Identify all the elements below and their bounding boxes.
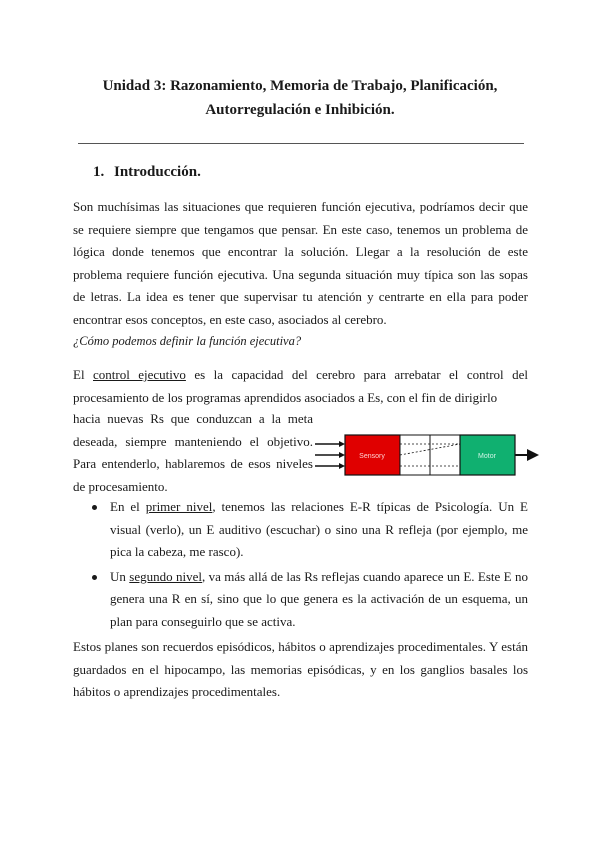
bullet-dot xyxy=(92,575,97,580)
title-line-1: Unidad 3: Razonamiento, Memoria de Trabajo, Planificación, xyxy=(102,78,498,94)
title-line-2: Autorregulación e Inhibición. xyxy=(205,102,395,118)
bullet-dot xyxy=(92,505,97,510)
bullet-1-post: , tenemos las relaciones E-R típicas de Psicología. Un E visual (verlo), un E auditivo (escuchar) o sino una R refleja (por ejemplo, me pica la cabeza, me rasco). xyxy=(110,499,528,559)
bullet-segundo-nivel xyxy=(90,566,528,634)
document-title xyxy=(72,74,528,122)
bullet-2-pre: Un xyxy=(110,568,130,584)
sensory-label: Sensory xyxy=(359,453,385,460)
middle-box-1 xyxy=(400,435,430,475)
paragraph-planes: Estos planes son recuerdos episódicos, hábitos o aprendizajes procedimentales. Y están guardados en el hipocampo, las memorias episódicas, y en los ganglios basales los hábitos o aprendizajes procedimentales. xyxy=(73,639,528,699)
section-title: Introducción. xyxy=(114,164,201,180)
question-line: ¿Cómo podemos definir la función ejecutiva? xyxy=(73,334,302,348)
p2-rest: es la capacidad del cerebro para arrebatar el control del procesamiento de los programas aprendidos asociados a Es, con el fin de dirigirlo xyxy=(73,367,528,405)
motor-label: Motor xyxy=(478,453,496,460)
bullet-primer-nivel xyxy=(90,496,528,564)
sensory-motor-diagram xyxy=(315,430,540,480)
section-heading xyxy=(93,164,201,181)
middle-box-2 xyxy=(430,435,460,475)
section-number: 1. xyxy=(93,164,105,180)
paragraph-intro: Son muchísimas las situaciones que requieren función ejecutiva, podríamos decir que se requiere siempre que tengamos que pensar. En este caso, tenemos un problema de lógica donde tenemos que encontrar la solución. Llegar a la resolución de este problema requiere función ejecutiva. Una segunda situación muy típica son las sopas de letras. La idea es tener que supervisar tu atención y centrarte en ella para poder encontrar esos conceptos, en este caso, asociados al cerebro. xyxy=(73,199,528,327)
output-arrow xyxy=(515,449,539,461)
input-arrows xyxy=(315,441,345,469)
bullet-list xyxy=(90,496,528,635)
title-divider xyxy=(78,143,524,144)
term-control-ejecutivo: control ejecutivo xyxy=(93,367,186,382)
paragraph-control-ejecutivo xyxy=(73,364,528,409)
bullet-2-post: , va más allá de las Rs reflejas cuando aparece un E. Este E no genera una R en sí, sino que lo que genera es la activación de un esquema, un plan para conseguirlo que se activa. xyxy=(110,568,529,629)
term-primer-nivel: primer nivel xyxy=(145,499,213,514)
paragraph-control-ejecutivo-cont: hacia nuevas Rs que conduzcan a la meta deseada, siempre manteniendo el objetivo. Para entenderlo, hablaremos de esos niveles de procesamiento. xyxy=(73,411,313,494)
p2-lead: El xyxy=(73,367,93,382)
term-segundo-nivel: segundo nivel xyxy=(129,568,202,584)
bullet-1-pre: En el xyxy=(110,499,146,514)
